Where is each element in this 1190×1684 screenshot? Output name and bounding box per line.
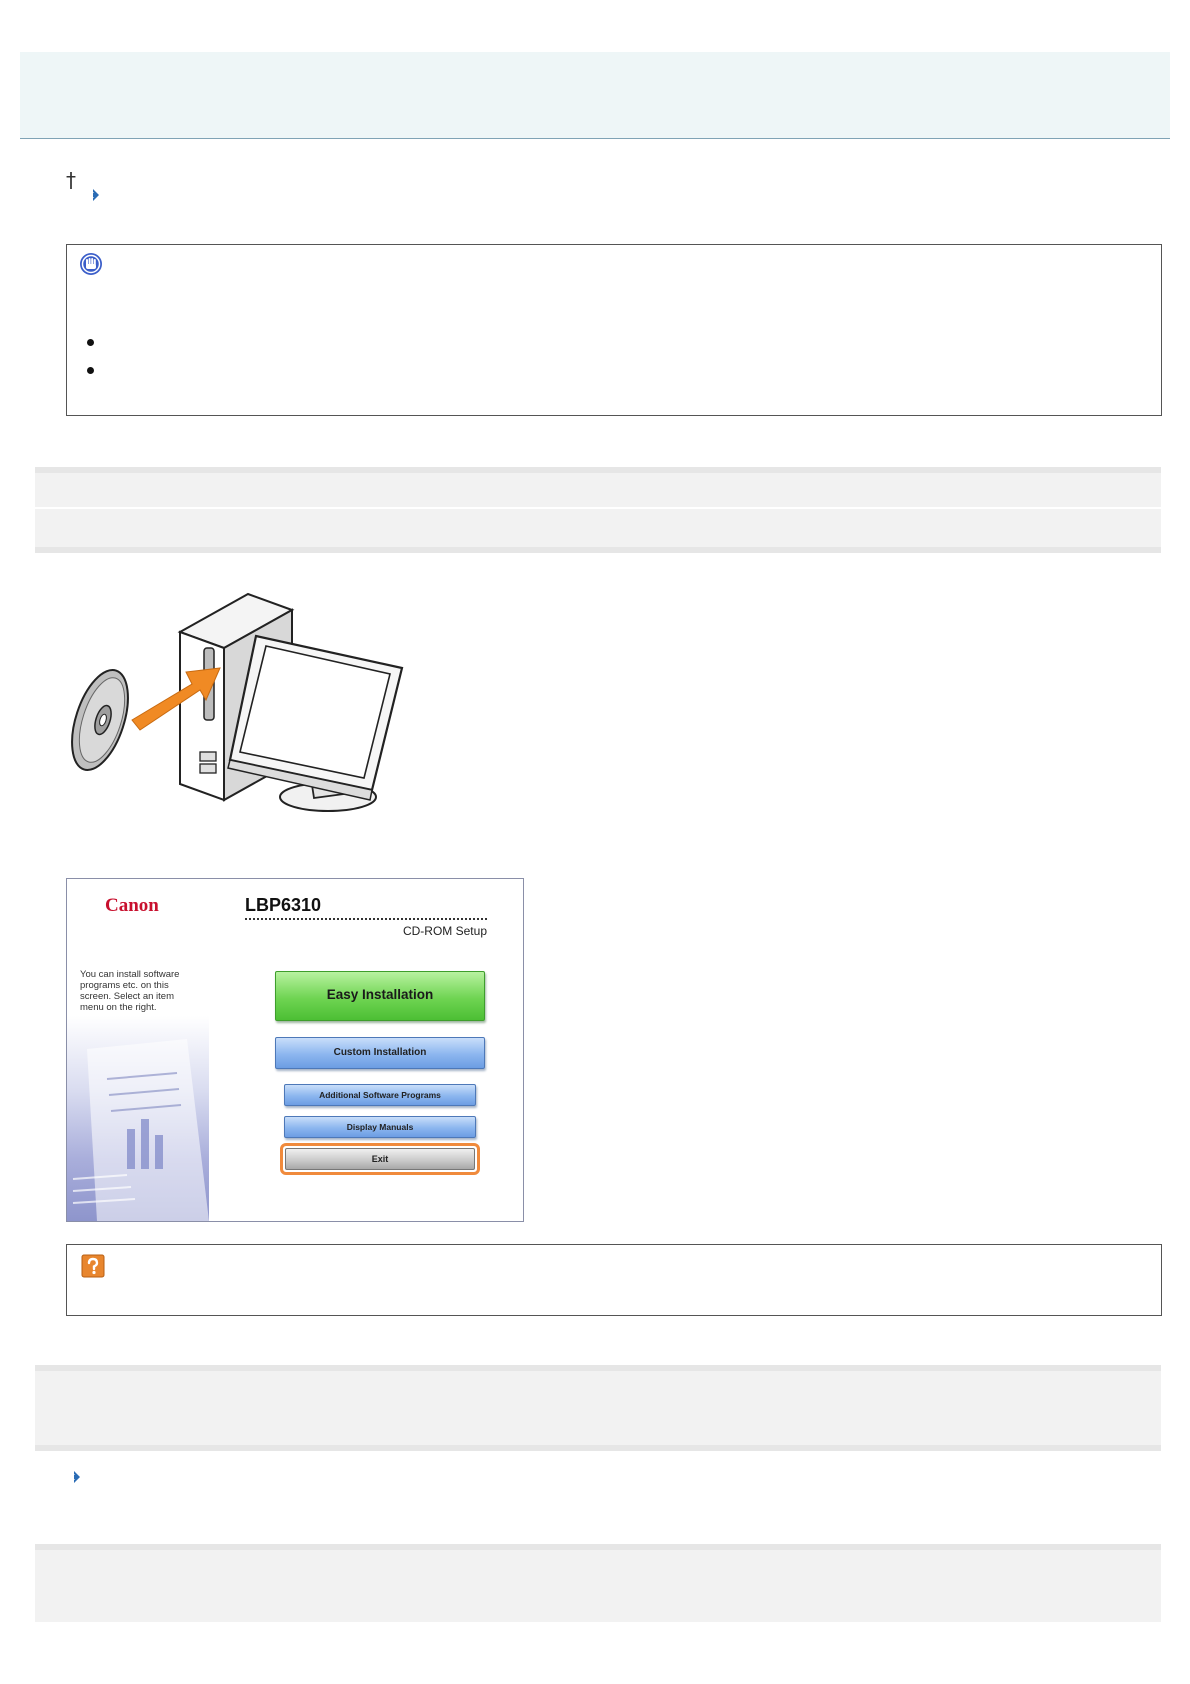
important-note-box (66, 244, 1162, 416)
insert-cd-illustration (70, 572, 430, 830)
band-divider (35, 507, 1161, 509)
setup-description: You can install software programs etc. on this screen. Select an item menu on the right. (80, 969, 180, 1013)
setup-sidebar (67, 879, 209, 1221)
canon-logo: Canon (105, 895, 159, 916)
cd-rom-setup-window (66, 878, 524, 1222)
important-hand-icon (79, 252, 103, 276)
chevron-right-icon[interactable] (91, 188, 103, 202)
title-divider (245, 918, 487, 920)
display-manuals-button[interactable]: Display Manuals (284, 1116, 476, 1138)
product-title: LBP6310 (245, 895, 322, 915)
additional-software-button[interactable]: Additional Software Programs (284, 1084, 476, 1106)
easy-installation-button[interactable]: Easy Installation (275, 971, 485, 1021)
section-heading-band (35, 1365, 1161, 1451)
hint-note-box (66, 1244, 1162, 1316)
back-to-top-icon[interactable]: † (66, 168, 76, 192)
page-header (20, 52, 1170, 139)
section-heading-band (35, 467, 1161, 553)
document-art-icon (67, 1039, 209, 1221)
exit-button[interactable]: Exit (285, 1148, 475, 1170)
setup-subtitle: CD-ROM Setup (402, 924, 487, 938)
question-mark-icon (81, 1254, 105, 1278)
custom-installation-button[interactable]: Custom Installation (275, 1037, 485, 1069)
chevron-right-icon[interactable] (72, 1470, 84, 1484)
section-heading-band (35, 1544, 1161, 1622)
